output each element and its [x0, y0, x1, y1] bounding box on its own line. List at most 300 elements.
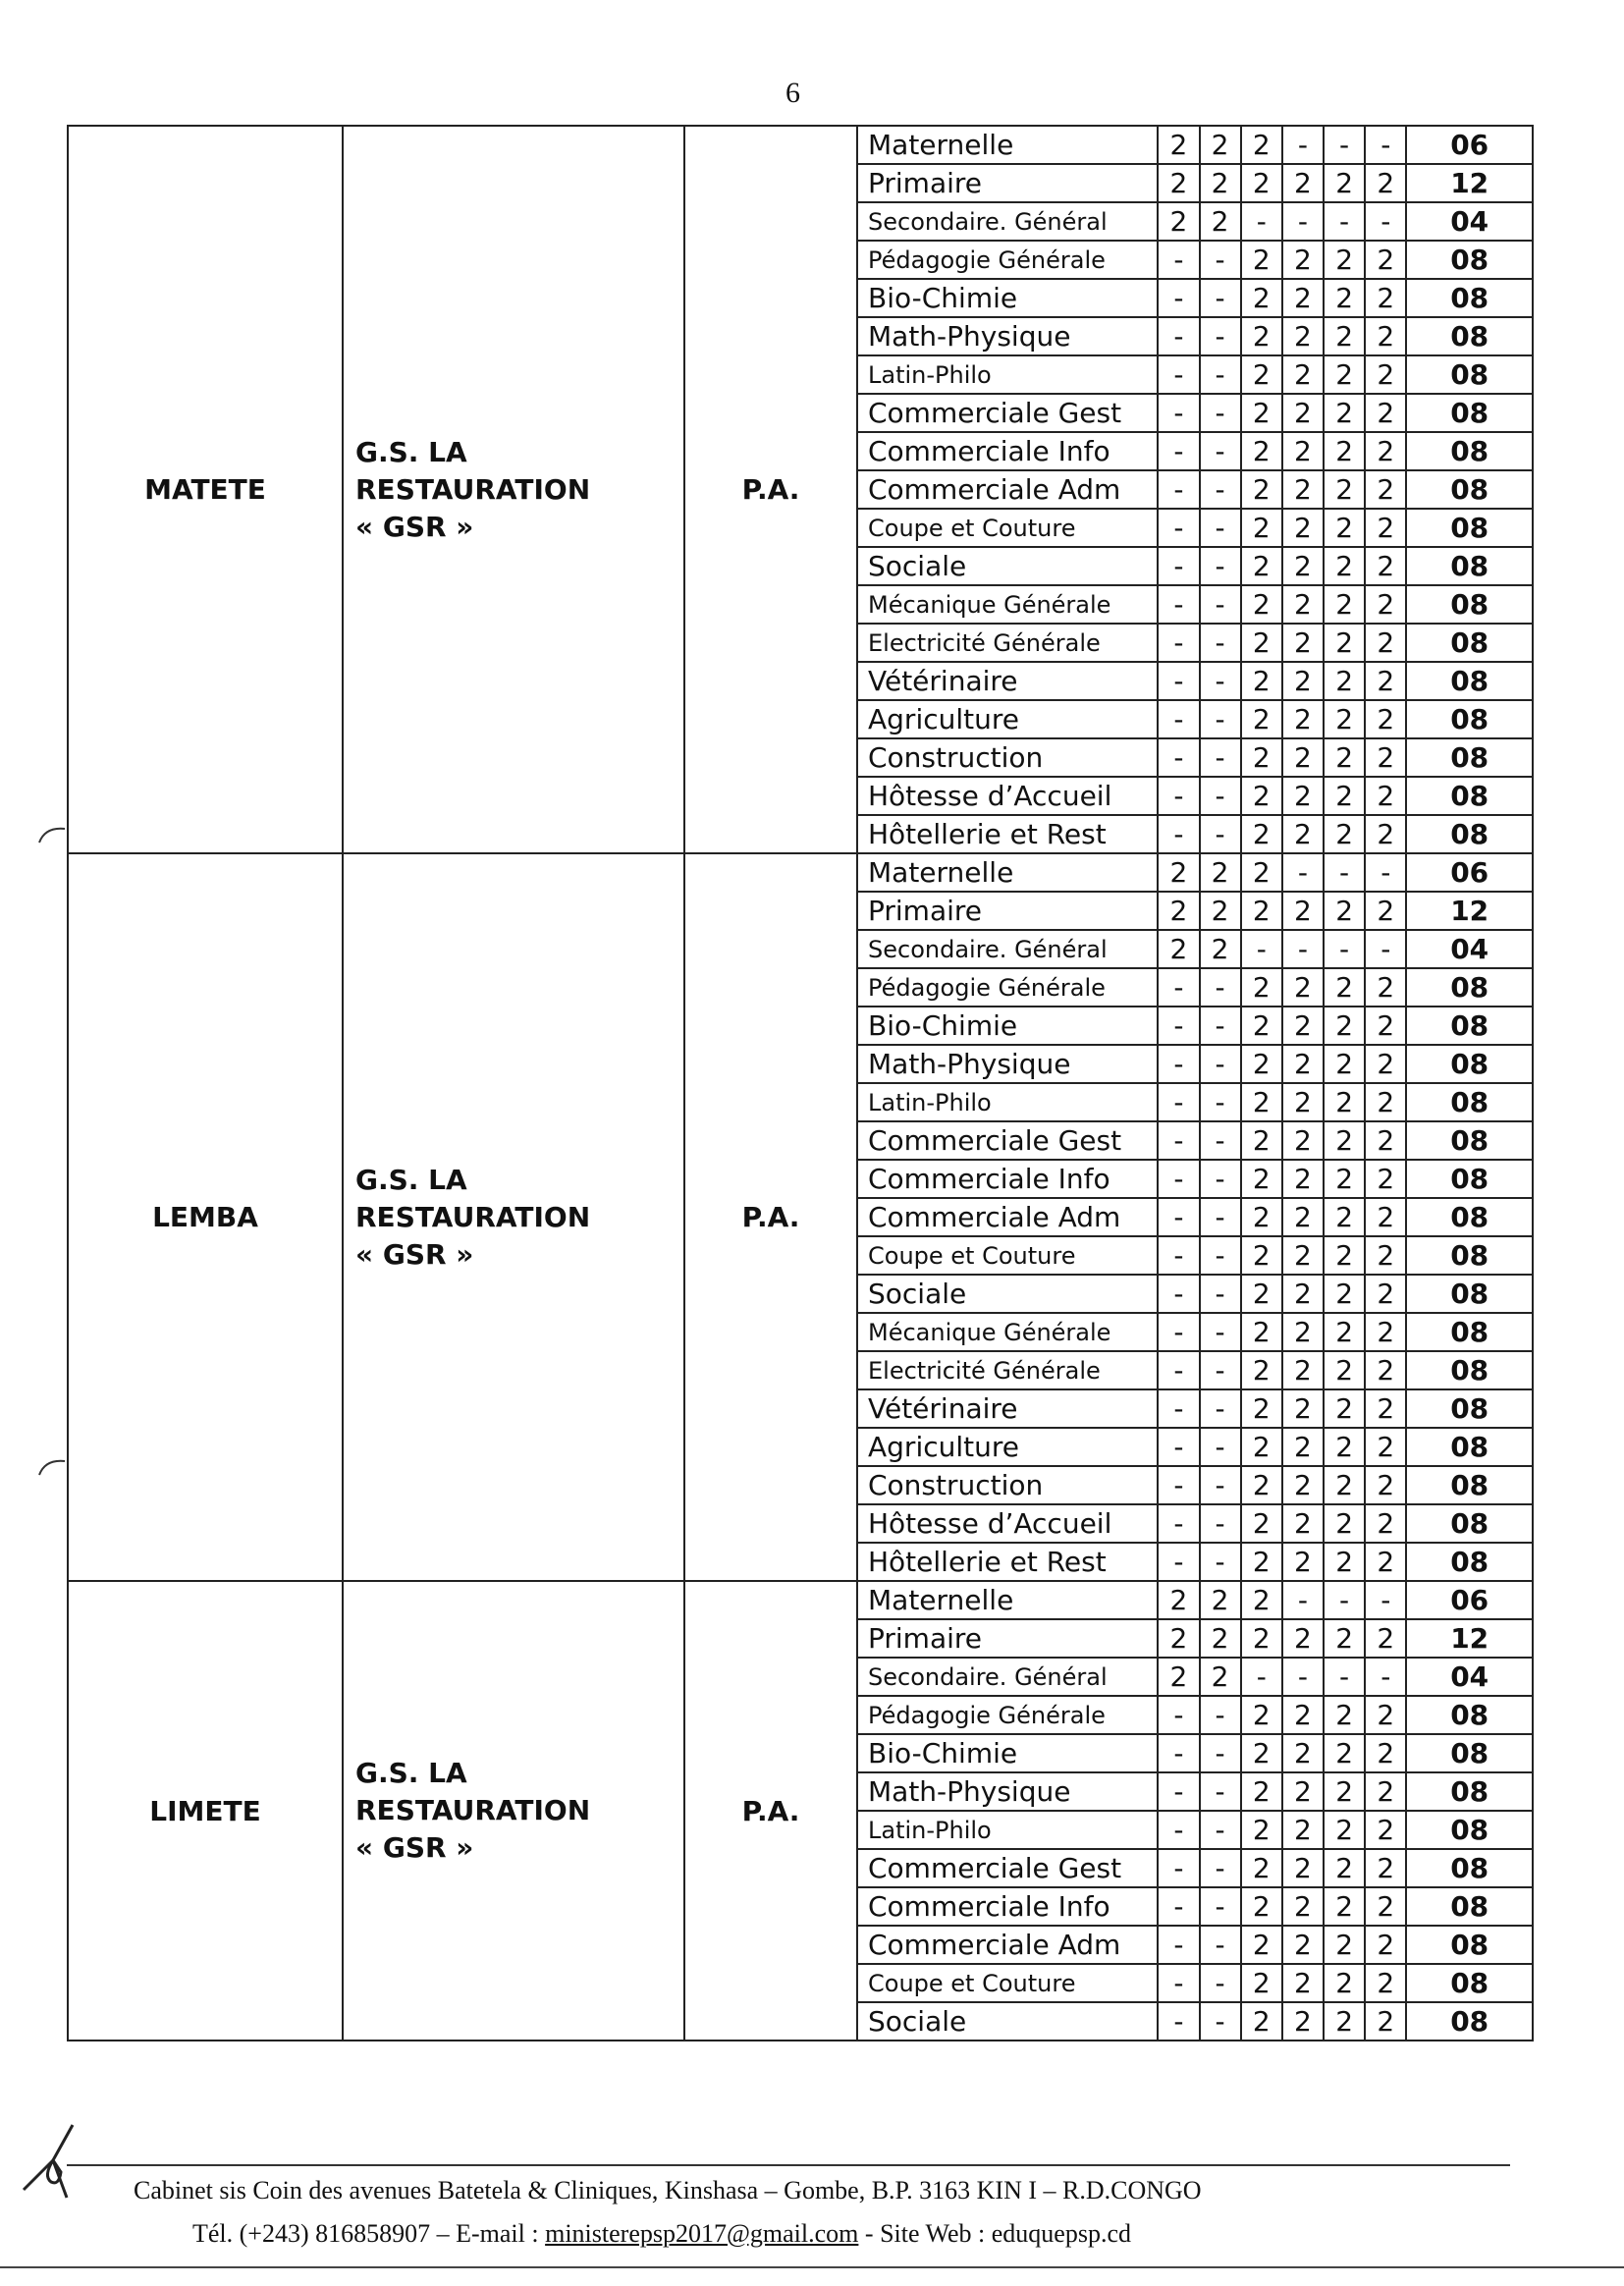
class-count: 2 [1324, 1045, 1365, 1083]
class-count: - [1158, 1504, 1199, 1543]
option-row [858, 1504, 1532, 1543]
class-count: 2 [1158, 1582, 1199, 1619]
school-name-line: « GSR » [355, 1831, 474, 1864]
school-name [343, 853, 684, 1581]
class-count: - [1282, 1658, 1324, 1696]
option-name: Primaire [858, 892, 1158, 930]
option-name: Commerciale Info [858, 1887, 1158, 1926]
school-name-line: G.S. LA [355, 1163, 467, 1196]
options-table [858, 1582, 1532, 2040]
class-count: 2 [1241, 1428, 1282, 1466]
class-count: 2 [1324, 1428, 1365, 1466]
option-name: Maternelle [858, 127, 1158, 164]
option-name: Sociale [858, 547, 1158, 585]
schools-table [67, 125, 1534, 2041]
class-count: 2 [1324, 1160, 1365, 1198]
class-count: 2 [1158, 1658, 1199, 1696]
class-count: - [1158, 1045, 1199, 1083]
class-count: 2 [1282, 892, 1324, 930]
option-row [858, 394, 1532, 432]
class-count: - [1158, 317, 1199, 355]
option-row [858, 1121, 1532, 1160]
class-count: 2 [1241, 1275, 1282, 1313]
class-count: - [1158, 241, 1199, 279]
class-count: 2 [1241, 1160, 1282, 1198]
class-count: - [1324, 854, 1365, 892]
option-total: 08 [1406, 1696, 1532, 1734]
option-total: 06 [1406, 127, 1532, 164]
option-row [858, 164, 1532, 202]
option-total: 08 [1406, 1007, 1532, 1045]
option-name: Commerciale Gest [858, 1121, 1158, 1160]
class-count: 2 [1241, 662, 1282, 700]
option-row [858, 432, 1532, 470]
option-row [858, 624, 1532, 662]
option-total: 08 [1406, 738, 1532, 777]
class-count: 2 [1282, 1849, 1324, 1887]
class-count: - [1200, 700, 1241, 738]
class-count: - [1365, 1658, 1406, 1696]
class-count: 2 [1365, 585, 1406, 624]
option-name: Commerciale Gest [858, 394, 1158, 432]
option-total: 08 [1406, 394, 1532, 432]
class-count: - [1158, 662, 1199, 700]
option-name: Commerciale Adm [858, 1926, 1158, 1964]
class-count: - [1158, 1926, 1199, 1964]
option-name: Pédagogie Générale [858, 1696, 1158, 1734]
option-name: Math-Physique [858, 1772, 1158, 1811]
option-row [858, 1351, 1532, 1389]
class-count: 2 [1282, 1619, 1324, 1658]
option-row [858, 1428, 1532, 1466]
class-count: - [1158, 1887, 1199, 1926]
class-count: 2 [1200, 202, 1241, 241]
school-name-line: « GSR » [355, 510, 474, 543]
class-count: - [1200, 1504, 1241, 1543]
option-row [858, 1811, 1532, 1849]
class-count: - [1200, 1926, 1241, 1964]
class-count: 2 [1324, 1887, 1365, 1926]
class-count: 2 [1241, 1734, 1282, 1772]
class-count: - [1200, 241, 1241, 279]
class-count: 2 [1282, 432, 1324, 470]
commune-name: MATETE [68, 126, 343, 853]
option-name: Commerciale Gest [858, 1849, 1158, 1887]
class-count: 2 [1241, 1811, 1282, 1849]
class-count: 2 [1200, 164, 1241, 202]
class-count: - [1200, 1964, 1241, 2002]
class-count: 2 [1241, 1351, 1282, 1389]
option-row [858, 1849, 1532, 1887]
class-count: - [1241, 1658, 1282, 1696]
class-count: 2 [1241, 470, 1282, 509]
option-row [858, 241, 1532, 279]
option-total: 08 [1406, 1734, 1532, 1772]
option-row [858, 585, 1532, 624]
option-name: Commerciale Adm [858, 1198, 1158, 1236]
option-name: Agriculture [858, 1428, 1158, 1466]
class-count: - [1200, 1236, 1241, 1275]
class-count: - [1158, 777, 1199, 815]
option-total: 08 [1406, 1275, 1532, 1313]
class-count: - [1158, 1466, 1199, 1504]
class-count: 2 [1158, 1619, 1199, 1658]
class-count: 2 [1365, 1121, 1406, 1160]
class-count: 2 [1241, 1964, 1282, 2002]
class-count: 2 [1365, 1466, 1406, 1504]
class-count: 2 [1282, 1466, 1324, 1504]
class-count: - [1200, 1351, 1241, 1389]
class-count: 2 [1365, 1926, 1406, 1964]
option-row [858, 1887, 1532, 1926]
option-name: Commerciale Adm [858, 470, 1158, 509]
class-count: 2 [1365, 892, 1406, 930]
school-name-line: RESTAURATION [355, 472, 591, 506]
class-count: - [1158, 1811, 1199, 1849]
option-name: Mécanique Générale [858, 585, 1158, 624]
class-count: 2 [1200, 930, 1241, 968]
class-count: 2 [1365, 1007, 1406, 1045]
class-count: 2 [1241, 432, 1282, 470]
class-count: 2 [1324, 394, 1365, 432]
class-count: 2 [1200, 1619, 1241, 1658]
class-count: 2 [1324, 1275, 1365, 1313]
class-count: 2 [1365, 1351, 1406, 1389]
class-count: 2 [1282, 509, 1324, 547]
class-count: 2 [1158, 202, 1199, 241]
commune-name: LIMETE [68, 1581, 343, 2041]
option-total: 08 [1406, 547, 1532, 585]
class-count: - [1158, 509, 1199, 547]
option-name: Bio-Chimie [858, 1007, 1158, 1045]
class-count: - [1158, 1734, 1199, 1772]
class-count: 2 [1241, 892, 1282, 930]
class-count: 2 [1365, 1811, 1406, 1849]
class-count: 2 [1365, 547, 1406, 585]
class-count: 2 [1365, 1734, 1406, 1772]
class-count: - [1158, 547, 1199, 585]
class-count: 2 [1282, 1160, 1324, 1198]
class-count: - [1282, 854, 1324, 892]
class-count: - [1158, 1121, 1199, 1160]
class-count: 2 [1324, 1811, 1365, 1849]
option-total: 08 [1406, 1504, 1532, 1543]
class-count: - [1200, 1198, 1241, 1236]
option-row [858, 1696, 1532, 1734]
class-count: - [1200, 1811, 1241, 1849]
class-count: 2 [1365, 1696, 1406, 1734]
class-count: 2 [1365, 241, 1406, 279]
class-count: - [1158, 1772, 1199, 1811]
class-count: 2 [1241, 1045, 1282, 1083]
class-count: 2 [1241, 1121, 1282, 1160]
class-count: - [1200, 279, 1241, 317]
class-count: - [1200, 662, 1241, 700]
option-total: 08 [1406, 1351, 1532, 1389]
class-count: - [1365, 854, 1406, 892]
option-total: 08 [1406, 241, 1532, 279]
option-name: Coupe et Couture [858, 1964, 1158, 2002]
class-count: 2 [1241, 317, 1282, 355]
option-row [858, 968, 1532, 1007]
class-count: 2 [1365, 1198, 1406, 1236]
option-name: Electricité Générale [858, 624, 1158, 662]
class-count: 2 [1241, 1582, 1282, 1619]
class-count: 2 [1241, 700, 1282, 738]
option-row [858, 1007, 1532, 1045]
school-block [68, 853, 1533, 1581]
option-name: Math-Physique [858, 317, 1158, 355]
class-count: 2 [1365, 2002, 1406, 2040]
option-name: Commerciale Info [858, 432, 1158, 470]
class-count: - [1200, 317, 1241, 355]
class-count: - [1158, 1236, 1199, 1275]
class-count: 2 [1365, 1389, 1406, 1428]
class-count: - [1282, 930, 1324, 968]
class-count: 2 [1241, 1543, 1282, 1580]
class-count: - [1200, 1887, 1241, 1926]
option-name: Construction [858, 1466, 1158, 1504]
class-count: 2 [1241, 241, 1282, 279]
footer-divider [67, 2164, 1510, 2166]
options-cell [857, 1581, 1533, 2041]
class-count: 2 [1365, 164, 1406, 202]
class-count: 2 [1158, 854, 1199, 892]
class-count: - [1158, 1543, 1199, 1580]
class-count: 2 [1282, 1236, 1324, 1275]
class-count: 2 [1324, 1466, 1365, 1504]
class-count: 2 [1365, 509, 1406, 547]
class-count: 2 [1241, 777, 1282, 815]
option-row [858, 1160, 1532, 1198]
option-name: Math-Physique [858, 1045, 1158, 1083]
option-name: Electricité Générale [858, 1351, 1158, 1389]
class-count: 2 [1241, 547, 1282, 585]
options-table [858, 127, 1532, 852]
option-total: 12 [1406, 1619, 1532, 1658]
option-row [858, 1658, 1532, 1696]
class-count: - [1158, 1428, 1199, 1466]
option-total: 04 [1406, 930, 1532, 968]
class-count: 2 [1282, 547, 1324, 585]
option-row [858, 202, 1532, 241]
class-count: - [1200, 738, 1241, 777]
option-name: Sociale [858, 1275, 1158, 1313]
option-row [858, 1045, 1532, 1083]
options-cell [857, 853, 1533, 1581]
class-count: 2 [1200, 1658, 1241, 1696]
option-row [858, 355, 1532, 394]
class-count: 2 [1241, 1198, 1282, 1236]
class-count: 2 [1282, 1121, 1324, 1160]
class-count: - [1282, 202, 1324, 241]
class-count: - [1158, 1389, 1199, 1428]
class-count: 2 [1241, 1389, 1282, 1428]
school-name-line: RESTAURATION [355, 1794, 591, 1826]
option-row [858, 815, 1532, 852]
class-count: - [1365, 1582, 1406, 1619]
bottom-divider [0, 2266, 1624, 2268]
class-count: - [1200, 1734, 1241, 1772]
class-count: - [1158, 815, 1199, 852]
class-count: - [1200, 1428, 1241, 1466]
option-name: Secondaire. Général [858, 202, 1158, 241]
class-count: 2 [1365, 968, 1406, 1007]
option-name: Primaire [858, 1619, 1158, 1658]
option-total: 08 [1406, 777, 1532, 815]
class-count: 2 [1365, 1083, 1406, 1121]
class-count: 2 [1200, 127, 1241, 164]
option-name: Hôtellerie et Rest [858, 1543, 1158, 1580]
option-row [858, 930, 1532, 968]
class-count: 2 [1282, 1964, 1324, 2002]
class-count: 2 [1241, 1849, 1282, 1887]
class-count: 2 [1282, 279, 1324, 317]
class-count: 2 [1282, 1313, 1324, 1351]
class-count: - [1200, 2002, 1241, 2040]
option-row [858, 1236, 1532, 1275]
class-count: - [1200, 432, 1241, 470]
class-count: - [1200, 355, 1241, 394]
margin-mark [37, 823, 67, 846]
class-count: 2 [1365, 1619, 1406, 1658]
class-count: 2 [1241, 968, 1282, 1007]
option-total: 08 [1406, 1160, 1532, 1198]
class-count: 2 [1158, 127, 1199, 164]
option-name: Coupe et Couture [858, 509, 1158, 547]
class-count: 2 [1324, 1964, 1365, 2002]
class-count: - [1158, 738, 1199, 777]
class-count: 2 [1241, 1696, 1282, 1734]
class-count: 2 [1324, 1772, 1365, 1811]
option-name: Latin-Philo [858, 1083, 1158, 1121]
class-count: - [1158, 1083, 1199, 1121]
class-count: 2 [1241, 2002, 1282, 2040]
class-count: 2 [1282, 968, 1324, 1007]
option-total: 08 [1406, 815, 1532, 852]
option-row [858, 127, 1532, 164]
option-row [858, 279, 1532, 317]
option-total: 08 [1406, 700, 1532, 738]
option-name: Coupe et Couture [858, 1236, 1158, 1275]
option-total: 08 [1406, 1926, 1532, 1964]
option-name: Vétérinaire [858, 1389, 1158, 1428]
option-name: Sociale [858, 2002, 1158, 2040]
class-count: 2 [1282, 700, 1324, 738]
class-count: 2 [1324, 470, 1365, 509]
class-count: - [1365, 202, 1406, 241]
option-name: Maternelle [858, 854, 1158, 892]
class-count: 2 [1282, 1351, 1324, 1389]
option-row [858, 1964, 1532, 2002]
class-count: 2 [1324, 164, 1365, 202]
class-count: - [1158, 1007, 1199, 1045]
class-count: 2 [1241, 1007, 1282, 1045]
option-row [858, 1772, 1532, 1811]
class-count: 2 [1282, 738, 1324, 777]
class-count: - [1324, 1582, 1365, 1619]
class-count: 2 [1282, 815, 1324, 852]
class-count: 2 [1158, 892, 1199, 930]
class-count: 2 [1324, 1313, 1365, 1351]
class-count: 2 [1324, 1734, 1365, 1772]
class-count: 2 [1324, 968, 1365, 1007]
class-count: - [1158, 2002, 1199, 2040]
class-count: - [1158, 279, 1199, 317]
regime-code: P.A. [684, 1581, 857, 2041]
class-count: - [1158, 394, 1199, 432]
option-total: 08 [1406, 2002, 1532, 2040]
option-total: 04 [1406, 1658, 1532, 1696]
class-count: 2 [1324, 547, 1365, 585]
class-count: 2 [1241, 279, 1282, 317]
class-count: 2 [1200, 854, 1241, 892]
class-count: 2 [1282, 470, 1324, 509]
class-count: 2 [1282, 1696, 1324, 1734]
class-count: 2 [1241, 1619, 1282, 1658]
class-count: - [1200, 1045, 1241, 1083]
option-row [858, 1543, 1532, 1580]
option-total: 08 [1406, 1887, 1532, 1926]
class-count: 2 [1365, 355, 1406, 394]
class-count: 2 [1241, 854, 1282, 892]
class-count: - [1324, 127, 1365, 164]
school-block [68, 1581, 1533, 2041]
class-count: - [1158, 624, 1199, 662]
class-count: 2 [1241, 127, 1282, 164]
class-count: 2 [1324, 432, 1365, 470]
option-name: Commerciale Info [858, 1160, 1158, 1198]
class-count: 2 [1282, 317, 1324, 355]
option-row [858, 1389, 1532, 1428]
class-count: - [1158, 1696, 1199, 1734]
option-total: 08 [1406, 1466, 1532, 1504]
class-count: - [1365, 127, 1406, 164]
option-total: 08 [1406, 968, 1532, 1007]
class-count: - [1200, 1083, 1241, 1121]
option-total: 08 [1406, 1313, 1532, 1351]
class-count: 2 [1365, 1275, 1406, 1313]
commune-name: LEMBA [68, 853, 343, 1581]
class-count: 2 [1324, 777, 1365, 815]
class-count: 2 [1324, 585, 1365, 624]
option-total: 08 [1406, 1811, 1532, 1849]
class-count: 2 [1365, 1236, 1406, 1275]
class-count: - [1200, 777, 1241, 815]
email-link[interactable]: ministerepsp2017@gmail.com [545, 2219, 859, 2248]
class-count: 2 [1365, 1160, 1406, 1198]
class-count: 2 [1365, 738, 1406, 777]
class-count: - [1200, 1696, 1241, 1734]
class-count: 2 [1282, 662, 1324, 700]
option-name: Pédagogie Générale [858, 968, 1158, 1007]
class-count: 2 [1241, 355, 1282, 394]
school-name [343, 1581, 684, 2041]
class-count: 2 [1282, 1428, 1324, 1466]
class-count: 2 [1282, 1734, 1324, 1772]
class-count: 2 [1365, 700, 1406, 738]
class-count: 2 [1324, 355, 1365, 394]
class-count: - [1200, 547, 1241, 585]
class-count: 2 [1365, 279, 1406, 317]
option-total: 08 [1406, 1543, 1532, 1580]
class-count: 2 [1282, 624, 1324, 662]
class-count: 2 [1365, 624, 1406, 662]
option-name: Agriculture [858, 700, 1158, 738]
class-count: - [1158, 1160, 1199, 1198]
class-count: 2 [1282, 1811, 1324, 1849]
class-count: - [1158, 1351, 1199, 1389]
